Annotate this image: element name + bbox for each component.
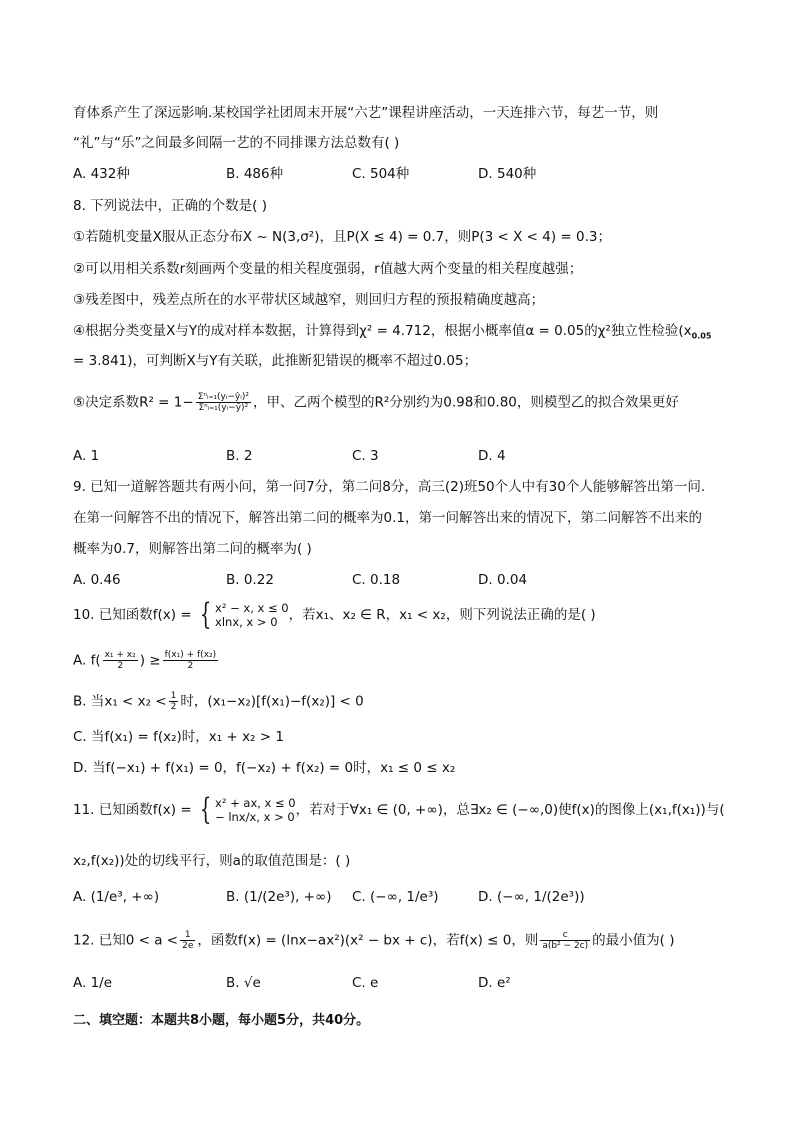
- q8-statement-5b: ，甲、乙两个模型的R²分别约为0.98和0.80，则模型乙的拟合效果更好: [252, 394, 679, 411]
- q10-stem-pre: 10. 已知函数f(x) =: [73, 607, 192, 623]
- q7-option-c: C. 504种: [352, 166, 410, 182]
- q11-stem-post: ，若对于∀x₁ ∈ (0, +∞)，总∃x₂ ∈ (−∞,0)使f(x)的图像上(x₁,f(x₁))与(: [295, 802, 725, 818]
- section-2-heading: 二、填空题：本题共8小题，每小题5分，共40分。: [73, 1013, 370, 1028]
- q8-statement-1: ①若随机变量X服从正态分布X ~ N(3,σ²)，且P(X ≤ 4) = 0.7，则P(3 < X < 4) = 0.3；: [73, 229, 611, 245]
- q10-option-a-frac-2: [163, 650, 219, 671]
- q11-cases: [215, 796, 296, 824]
- q11-stem: [73, 792, 725, 827]
- q8-statement-5a: ⑤决定系数R² = 1−: [73, 394, 194, 411]
- q9-line-2: 在第一问解答不出的情况下，解答出第二问的概率为0.1，第一问解答出来的情况下，第二问解答不出来的: [73, 510, 702, 526]
- q11-line-2: x₂,f(x₂))处的切线平行，则a的取值范围是：( ): [73, 853, 351, 869]
- q11-case-2: − lnx/x, x > 0: [215, 810, 295, 824]
- q8-r2-denominator: Σⁿᵢ₌₁(yᵢ−ȳ)²: [198, 403, 249, 413]
- q12-frac-2-num: c: [540, 930, 590, 941]
- q12-option-d: D. e²: [478, 975, 511, 991]
- q9-option-a: A. 0.46: [73, 572, 121, 588]
- q12-option-b: B. √e: [226, 975, 261, 991]
- q10-option-a-pre: A. f(: [73, 652, 101, 669]
- q11-option-a: A. (1/e³, +∞): [73, 889, 160, 905]
- q10-cases: [215, 601, 289, 629]
- q12-frac-2: [540, 930, 590, 951]
- q10-stem: [73, 597, 596, 632]
- q8-r2-numerator: Σⁿᵢ₌₁(yᵢ−ŷᵢ)²: [197, 392, 249, 402]
- q11-option-b: B. (1/(2e³), +∞): [226, 889, 332, 905]
- q10-option-a-frac-2-den: 2: [187, 661, 194, 671]
- q10-option-d: D. 当f(−x₁) + f(x₁) = 0，f(−x₂) + f(x₂) = 0时，x₁ ≤ 0 ≤ x₂: [73, 760, 456, 776]
- q11-case-1: x² + ax, x ≤ 0: [215, 796, 296, 810]
- q12-stem-mid: ，函数f(x) = (lnx−ax²)(x² − bx + c)，若f(x) ≤ 0，则: [197, 932, 539, 949]
- q9-option-c: C. 0.18: [352, 572, 401, 588]
- q9-line-1: 9. 已知一道解答题共有两小问，第一问7分，第二问8分，高三(2)班50个人中有30个人能够解答出第一问.: [73, 479, 706, 495]
- q11-option-d: D. (−∞, 1/(2e³)): [478, 889, 585, 905]
- q10-option-b: [73, 691, 364, 712]
- q10-option-a: [73, 650, 220, 671]
- q10-option-b-frac-den: 2: [170, 702, 177, 712]
- q12-stem-pre: 12. 已知0 < a <: [73, 932, 179, 949]
- q8-option-b: B. 2: [226, 448, 253, 464]
- q11-option-c: C. (−∞, 1/e³): [352, 889, 439, 905]
- q8-stem: 8. 下列说法中，正确的个数是( ): [73, 198, 267, 214]
- q9-option-d: D. 0.04: [478, 572, 528, 588]
- q8-statement-4: [73, 322, 711, 346]
- q9-line-3: 概率为0.7，则解答出第二问的概率为( ): [73, 541, 312, 557]
- q11-brace: {: [199, 792, 212, 827]
- q9-option-b: B. 0.22: [226, 572, 274, 588]
- q10-stem-post: ，若x₁、x₂ ∈ R，x₁ < x₂，则下列说法正确的是( ): [288, 607, 596, 623]
- q10-option-b-frac: [169, 691, 179, 712]
- q8-statement-4a: ④根据分类变量X与Y的成对样本数据，计算得到χ² = 4.712，根据小概率值α = 0.05的χ²独立性检验(x: [73, 323, 692, 339]
- q7-option-b: B. 486种: [226, 166, 284, 182]
- q7-option-a: A. 432种: [73, 166, 130, 182]
- q12-option-a: A. 1/e: [73, 975, 113, 991]
- q10-case-2: xlnx, x > 0: [215, 615, 278, 629]
- q10-option-c: C. 当f(x₁) = f(x₂)时，x₁ + x₂ > 1: [73, 729, 284, 745]
- q10-option-a-frac-1-den: 2: [117, 661, 124, 671]
- q7-line-2: “礼”与“乐”之间最多间隔一艺的不同排课方法总数有( ): [73, 135, 400, 151]
- q8-option-c: C. 3: [352, 448, 379, 464]
- q10-option-a-frac-1: [103, 650, 138, 671]
- q12-frac-1: [180, 930, 195, 951]
- q8-statement-4-subscript: 0.05: [691, 331, 712, 341]
- q12-frac-2-den: a(b² − 2c): [542, 941, 589, 951]
- q10-option-a-mid: ) ≥: [139, 652, 161, 669]
- q12-stem-post: 的最小值为( ): [592, 932, 675, 949]
- q11-stem-pre: 11. 已知函数f(x) =: [73, 802, 192, 818]
- q10-option-b-frac-num: 1: [170, 691, 177, 701]
- q12-frac-1-num: 1: [180, 930, 195, 941]
- q10-option-a-frac-2-num: f(x₁) + f(x₂): [164, 650, 217, 660]
- q10-case-1: x² − x, x ≤ 0: [215, 601, 289, 615]
- q8-statement-3: ③残差图中，残差点所在的水平带状区域越窄，则回归方程的预报精确度越高；: [73, 292, 545, 308]
- q10-brace: {: [199, 597, 212, 632]
- q10-option-a-frac-1-num: x₁ + x₂: [104, 650, 136, 660]
- q7-line-1: 育体系产生了深远影响.某校国学社团周末开展“六艺”课程讲座活动，一天连排六节，每艺一节，则: [73, 105, 659, 121]
- q8-option-d: D. 4: [478, 448, 506, 464]
- q8-statement-2: ②可以用相关系数r刻画两个变量的相关程度强弱，r值越大两个变量的相关程度越强；: [73, 261, 583, 277]
- q8-r2-fraction: [196, 392, 251, 413]
- q10-option-b-post: 时，(x₁−x₂)[f(x₁)−f(x₂)] < 0: [180, 693, 364, 710]
- q7-option-d: D. 540种: [478, 166, 537, 182]
- q10-option-b-pre: B. 当x₁ < x₂ <: [73, 693, 167, 710]
- q8-statement-4-cont: = 3.841)，可判断X与Y有关联，此推断犯错误的概率不超过0.05；: [73, 353, 478, 369]
- q12-frac-1-den: 2e: [182, 941, 194, 951]
- q8-statement-5: [73, 392, 679, 413]
- q12-stem: [73, 930, 674, 951]
- q8-option-a: A. 1: [73, 448, 100, 464]
- q12-option-c: C. e: [352, 975, 379, 991]
